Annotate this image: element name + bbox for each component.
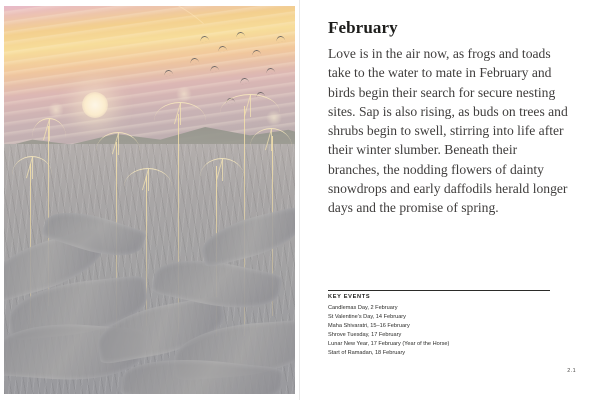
seedhead	[266, 110, 282, 126]
list-item: Candlemas Day, 2 February	[328, 305, 398, 311]
list-item: Lunar New Year, 17 February (Year of the Horse)	[328, 341, 450, 348]
key-events-rule	[328, 290, 550, 291]
page-title: February	[328, 18, 398, 37]
key-events-heading: KEY EVENTS	[328, 294, 371, 300]
key-events-block	[328, 290, 550, 358]
list-item: St Valentine's Day, 14 February	[328, 314, 406, 321]
key-events-list	[328, 304, 550, 358]
plant-stem	[146, 176, 147, 326]
body-paragraph: Love is in the air now, as frogs and toads take to the water to mate in February and birds begin their search for secure nesting sites. Sap is also rising, as buds on trees and shrubs begin to swell, stirring into life after their winter slumber. Beneath their branches, the nodding flowers of dainty snowdrops and early daffodils herald longer days and the promise of spring.	[328, 46, 568, 216]
page-number: 2.1	[567, 368, 576, 374]
illustration-canvas	[4, 6, 295, 394]
february-landscape-illustration	[4, 6, 295, 394]
list-item: Shrove Tuesday, 17 February	[328, 332, 402, 339]
list-item: Start of Ramadan, 18 February	[328, 350, 406, 357]
right-page	[300, 0, 600, 400]
plant-stem	[178, 114, 179, 334]
sun	[82, 92, 108, 118]
list-item: Maha Shivaratri, 15–16 February	[328, 323, 410, 330]
seedhead	[176, 86, 192, 102]
seedhead	[48, 102, 64, 118]
